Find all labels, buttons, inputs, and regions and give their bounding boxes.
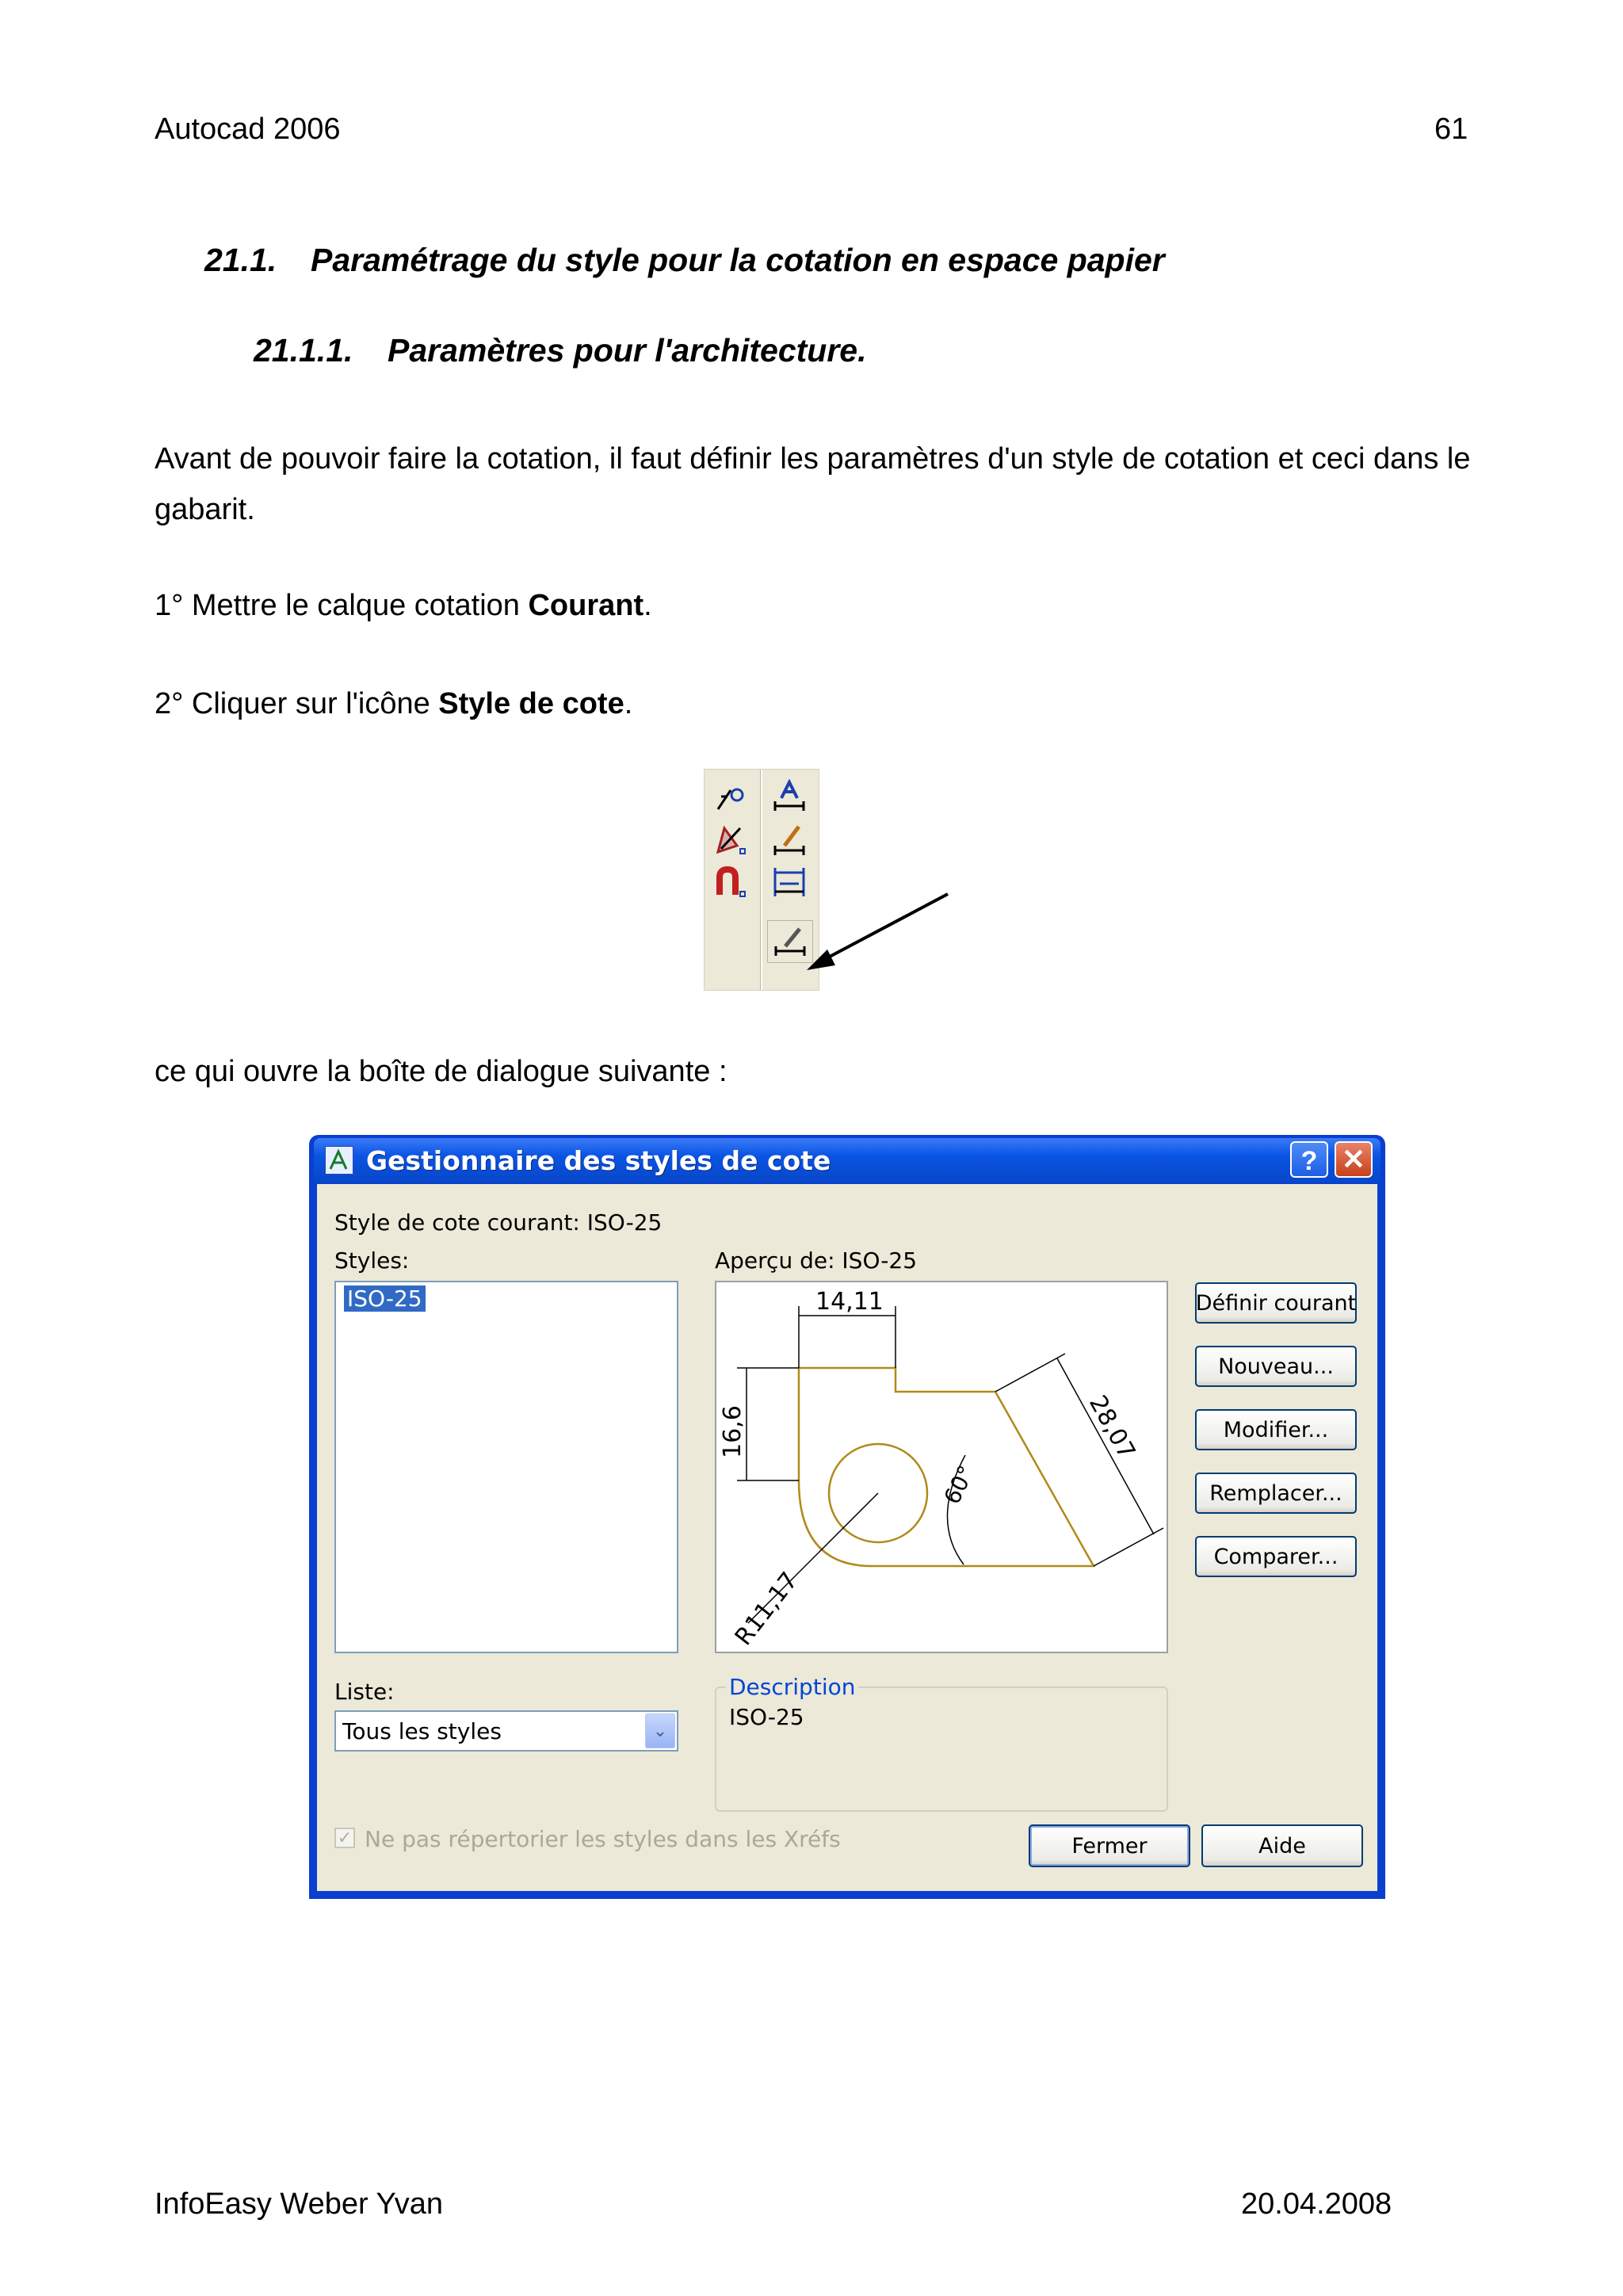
- new-style-button[interactable]: Nouveau...: [1195, 1346, 1357, 1387]
- preview-drawing: [716, 1282, 1167, 1652]
- subsection-number: 21.1.1.: [254, 332, 353, 369]
- section-number: 21.1.: [204, 242, 277, 278]
- help-button[interactable]: Aide: [1201, 1824, 1363, 1867]
- step-1-text: 1° Mettre le calque cotation: [155, 589, 529, 622]
- styles-list-item-label: ISO-25: [344, 1286, 426, 1312]
- footer-author: InfoEasy Weber Yvan: [155, 2187, 444, 2221]
- dim-diag-label: 28,07: [1083, 1390, 1141, 1465]
- page-number: 61: [1434, 113, 1468, 146]
- xref-checkbox[interactable]: ✓: [334, 1828, 355, 1848]
- dimension-style-manager-dialog: [309, 1135, 1385, 1899]
- step-1-bold: Courant: [528, 589, 644, 622]
- intro-line-1: Avant de pouvoir faire la cotation, il faut définir les paramètres d'un style de cotation et ceci dans le: [155, 442, 1471, 476]
- snap-clear-icon[interactable]: [708, 819, 753, 860]
- styles-list-item[interactable]: [344, 1286, 426, 1312]
- dialog-title: Gestionnaire des styles de cote: [366, 1145, 831, 1176]
- step-2-bold: Style de cote: [438, 687, 624, 720]
- dialog-intro: ce qui ouvre la boîte de dialogue suivante :: [155, 1055, 727, 1088]
- step-1: [155, 580, 652, 631]
- section-title: Paramétrage du style pour la cotation en espace papier: [311, 242, 1165, 278]
- snap-tracking-icon[interactable]: [708, 776, 753, 817]
- step-2: [155, 678, 632, 729]
- dim-angle-label: 60°: [938, 1461, 980, 1509]
- preview-label: Aperçu de: ISO-25: [715, 1247, 918, 1274]
- intro-paragraph: [155, 434, 1471, 535]
- list-filter-select[interactable]: [334, 1710, 678, 1752]
- styles-label: Styles:: [334, 1247, 410, 1274]
- dialog-client-area: [317, 1184, 1377, 1891]
- pointer-arrow: [800, 888, 959, 983]
- modify-style-button[interactable]: Modifier...: [1195, 1409, 1357, 1450]
- help-title-button[interactable]: ?: [1290, 1141, 1328, 1178]
- dim-radius-label: R11,17: [729, 1567, 804, 1651]
- subsection-title: Paramètres pour l'architecture.: [388, 332, 867, 369]
- magnet-snap-icon[interactable]: [708, 861, 753, 903]
- current-style-label: Style de cote courant: ISO-25: [334, 1209, 663, 1236]
- step-1-suffix: .: [643, 589, 652, 622]
- footer-date: 20.04.2008: [1241, 2187, 1392, 2221]
- dimension-app-icon: [325, 1146, 353, 1175]
- xref-checkbox-label: Ne pas répertorier les styles dans les Xréfs: [365, 1826, 841, 1852]
- close-title-button[interactable]: ✕: [1335, 1141, 1373, 1178]
- chevron-down-icon[interactable]: ⌄: [645, 1713, 675, 1748]
- intro-line-2: gabarit.: [155, 493, 255, 526]
- preview-pane: [715, 1281, 1168, 1653]
- description-value: ISO-25: [729, 1704, 804, 1730]
- step-2-text: 2° Cliquer sur l'icône: [155, 687, 439, 720]
- close-button[interactable]: Fermer: [1029, 1824, 1190, 1867]
- dim-left-label: 16,6: [719, 1405, 747, 1458]
- list-filter-value: Tous les styles: [342, 1718, 502, 1744]
- dialog-titlebar[interactable]: [314, 1138, 1381, 1182]
- description-title: Description: [726, 1674, 858, 1700]
- list-label: Liste:: [334, 1679, 395, 1705]
- dimension-edit-icon[interactable]: [767, 819, 812, 860]
- text-style-icon[interactable]: [767, 776, 812, 817]
- step-2-suffix: .: [624, 687, 633, 720]
- set-current-button[interactable]: Définir courant: [1195, 1282, 1357, 1324]
- dim-top-label: 14,11: [815, 1288, 884, 1316]
- compare-styles-button[interactable]: Comparer...: [1195, 1536, 1357, 1577]
- styles-listbox[interactable]: [334, 1281, 678, 1653]
- header-title: Autocad 2006: [155, 113, 341, 146]
- toolbar-separator: [760, 770, 762, 990]
- override-style-button[interactable]: Remplacer...: [1195, 1473, 1357, 1514]
